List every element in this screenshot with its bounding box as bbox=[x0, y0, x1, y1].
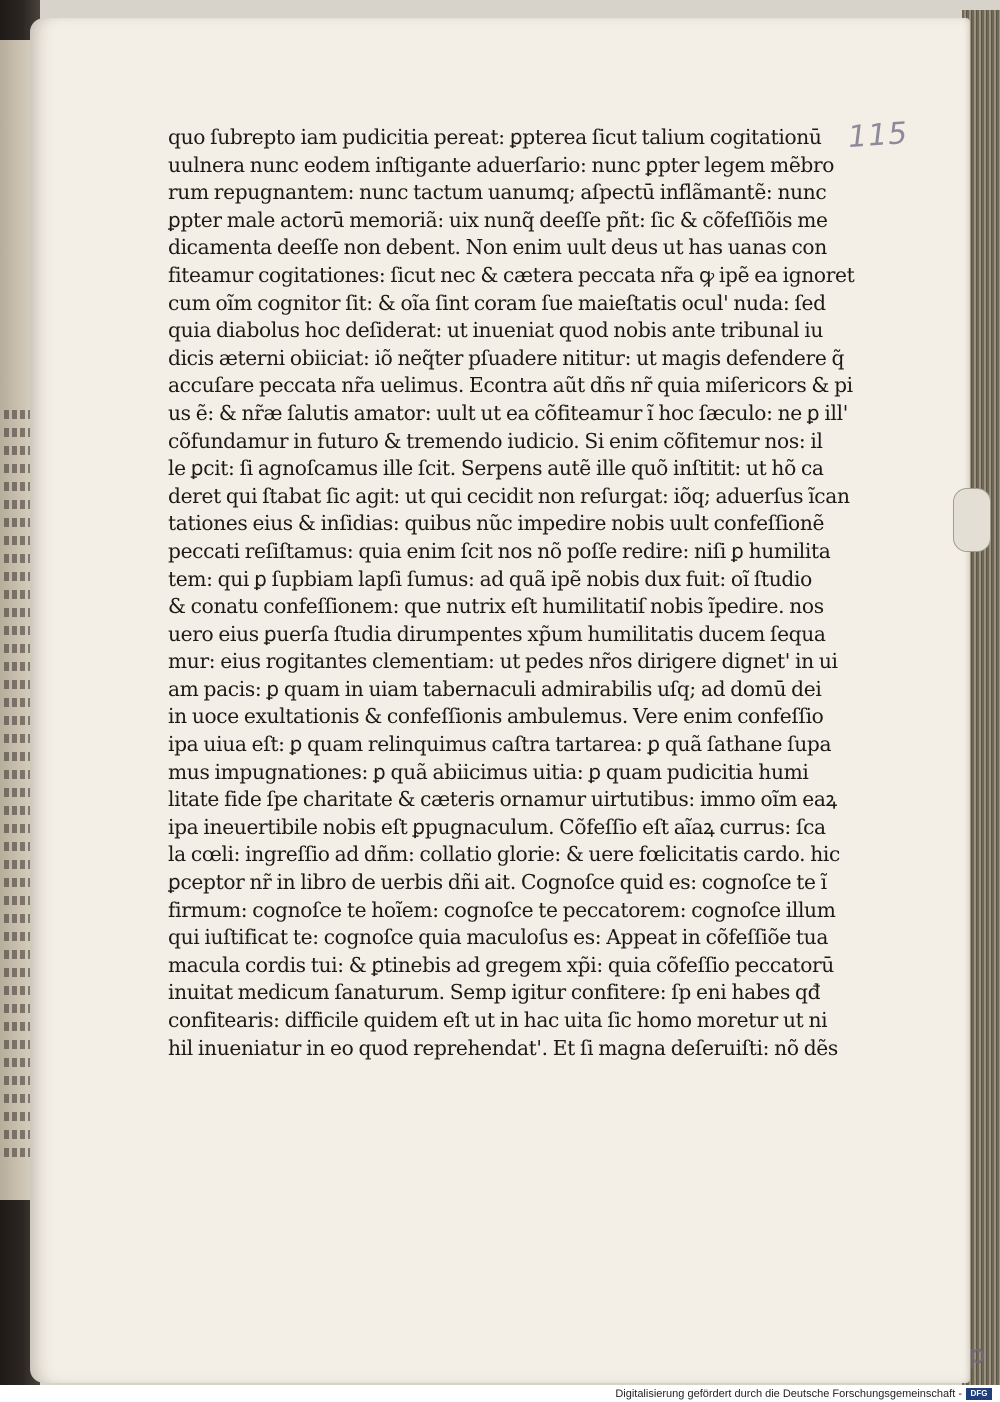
text-line: la cœli: ingreſſio ad dñm: collatio glorie: & uere fœlicitatis cardo. hic bbox=[168, 842, 840, 867]
text-line: rum repugnantem: nunc tactum uanumq; aſpectū inflãmantẽ: nunc bbox=[168, 180, 827, 205]
folio-number: 115 bbox=[846, 115, 910, 156]
text-line: ꝑceptor nr̃ in libro de uerbis dñi ait. Cognoſce quid es: cognoſce te ĩ bbox=[168, 870, 827, 895]
text-line: dicamenta deeſſe non debent. Non enim uult deus ut has uanas con bbox=[168, 235, 827, 260]
text-line: peccati reſiſtamus: quia enim ſcit nos nõ poſſe redire: niſi ꝑ humilita bbox=[168, 538, 831, 563]
text-line: ꝑpter male actorū memoriã: uix nunq̃ deeſſe pñt: ſic & cõfeſſiõis me bbox=[168, 207, 828, 232]
text-line: quia diabolus hoc deſiderat: ut inueniat quod nobis ante tribunal iu bbox=[168, 318, 824, 343]
text-line: inuitat medicum ſanaturum. Semp igitur confitere: ſp eni habes qđ bbox=[168, 980, 821, 1005]
text-line: tationes eius & inſidias: quibus nũc impedire nobis uult confeſſionẽ bbox=[168, 511, 825, 536]
text-line: fiteamur cogitationes: ſicut nec & cætera peccata nr̃a ꝙ ipẽ ea ignoret bbox=[168, 262, 855, 287]
footer-credit: Digitalisierung gefördert durch die Deutsche Forschungsgemeinschaft - bbox=[615, 1388, 962, 1400]
page-clasp bbox=[953, 488, 991, 552]
signature-mark: p bbox=[969, 1340, 986, 1370]
text-line: am pacis: ꝑ quam in uiam tabernaculi admirabilis uſq; ad domū dei bbox=[168, 676, 822, 701]
text-line: accuſare peccata nr̃a uelimus. Econtra aũt dñs nr̃ quia miſericors & pi bbox=[168, 373, 853, 398]
dfg-logo: DFG bbox=[966, 1388, 992, 1400]
text-line: ipa ineuertibile nobis eſt ꝑpugnaculum. Cõfeſſio eſt aĩaꝝ currus: ſca bbox=[168, 814, 826, 839]
text-line: deret qui ſtabat ſic agit: ut qui cecidit non reſurgat: iõq; aduerſus ĩcan bbox=[168, 483, 850, 508]
text-line: mus impugnationes: ꝑ quã abiicimus uitia: ꝑ quam pudicitia humi bbox=[168, 759, 809, 784]
text-line: ipa uiua eſt: ꝑ quam relinquimus caſtra tartarea: ꝑ quã ſathane ſupa bbox=[168, 732, 832, 757]
text-line: uero eius ꝑuerſa ſtudia dirumpentes xp̃um humilitatis ducem ſequa bbox=[168, 621, 826, 646]
footer-bar bbox=[0, 1385, 1000, 1402]
text-line: hil inueniatur in eo quod reprehendat'. Et ſi magna deſeruiſti: nõ dẽs bbox=[168, 1035, 838, 1060]
text-line: firmum: cognoſce te hoĩem: cognoſce te peccatorem: cognoſce illum bbox=[168, 897, 836, 922]
text-line: dicis æterni obiiciat: iõ neq̃ter pſuadere nititur: ut magis defendere q̃ bbox=[168, 345, 845, 370]
text-line: us ẽ: & nr̃æ ſalutis amator: uult ut ea cõfiteamur ĩ hoc ſæculo: ne ꝑ ill' bbox=[168, 400, 848, 425]
printed-text-block bbox=[168, 124, 855, 1062]
text-line: litate fide ſpe charitate & cæteris ornamur uirtutibus: immo oĩm eaꝝ bbox=[168, 787, 837, 812]
text-line: in uoce exultationis & confeſſionis ambulemus. Vere enim confeſſio bbox=[168, 704, 824, 729]
text-line: tem: qui ꝑ ſupbiam lapſi ſumus: ad quã ipẽ nobis dux fuit: oĩ ſtudio bbox=[168, 566, 812, 591]
text-line: confitearis: difficile quidem eſt ut in hac uita ſic homo moretur ut ni bbox=[168, 1008, 828, 1032]
text-line: mur: eius rogitantes clementiam: ut pedes nr̃os dirigere dignet' in ui bbox=[168, 649, 838, 674]
text-line: cum oĩm cognitor ſit: & oĩa ſint coram ſue maieſtatis ocul' nuda: ſed bbox=[168, 290, 826, 315]
text-line: quo ſubrepto iam pudicitia pereat: ꝑpterea ſicut talium cogitationū bbox=[168, 125, 822, 149]
text-line: cõfundamur in futuro & tremendo iudicio. Si enim cõfitemur nos: il bbox=[168, 428, 823, 453]
text-line: uulnera nunc eodem inſtigante aduerſario: nunc ꝑpter legem mẽbro bbox=[168, 152, 835, 177]
text-line: qui iuſtificat te: cognoſce quia maculoſus es: Appeat in cõfeſſiõe tua bbox=[168, 925, 829, 950]
text-line: macula cordis tui: & ꝑtinebis ad gregem xp̃i: quia cõfeſſio peccatorū bbox=[168, 952, 834, 977]
text-line: le ꝑcit: ſi agnoſcamus ille ſcit. Serpens autẽ ille quõ inſtitit: ut hõ ca bbox=[168, 456, 824, 481]
book-page bbox=[30, 18, 986, 1383]
text-line: & conatu confeſſionem: que nutrix eſt humilitatiſ nobis ĩpedire. nos bbox=[168, 594, 824, 619]
